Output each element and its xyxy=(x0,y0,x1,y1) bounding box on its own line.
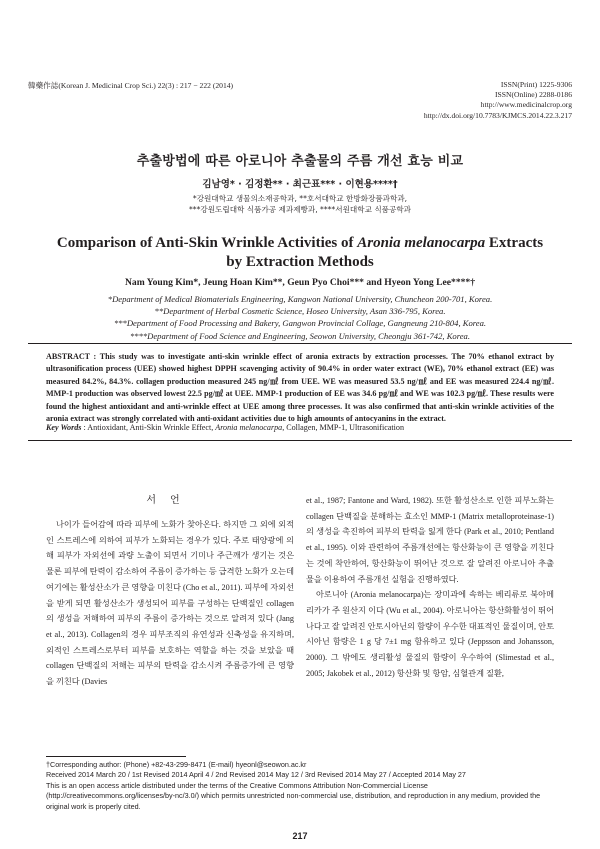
english-authors: Nam Young Kim*, Jeung Hoan Kim**, Geun Pyo Choi*** and Hyeon Yong Lee****† xyxy=(124,277,476,288)
page-number: 217 xyxy=(292,831,308,841)
english-affiliations xyxy=(0,293,600,342)
license-text: This is an open access article distributed under the terms of the Creative Commons Attribution Non-Commercial License (http://creativecommons.org/licenses/by-nc/3.0/) which permits unrestricted non-commercial use, distribution, and reproduction in any medium, provided the original work is properly cited. xyxy=(46,780,541,811)
korean-affiliations xyxy=(0,193,600,215)
journal-citation: 韓藥作誌(Korean J. Medicinal Crop Sci.) 22(3) : 217 − 222 (2014) xyxy=(28,81,234,90)
keywords xyxy=(46,422,554,434)
korean-affil-line: ***강원도립대학 식품가공 제과제빵과, ****서원대학교 식품공학과 xyxy=(188,205,412,214)
abstract-top-rule xyxy=(28,343,572,344)
affiliation-line: **Department of Herbal Cosmetic Science, Hoseo University, Asan 336-795, Korea. xyxy=(154,306,446,317)
footnote xyxy=(46,760,556,812)
title-text: Extracts xyxy=(485,235,544,251)
footnote-rule xyxy=(46,756,186,757)
journal-website: http://www.medicinalcrop.org xyxy=(480,100,572,110)
keywords-label: Key Words xyxy=(46,423,82,432)
paragraph: 아로니아 (Aronia melanocarpa)는 장미과에 속하는 베리류로 북아메리카가 주 원산지 이다 (Wu et al., 2004). 아로니아는 항산화활성이 뛰어나다고 잘 알려진 안토시아닌의 함량이 우수한 대표적인 물질이며, 안토시아닌 함량은 1 g 당 7±1 mg 함유하고 있다 (Jeppsson and Johansson, 2000). 그 밖에도 생리활성 물질의 함량이 우수하여 (Slimestad et al., 2005; Jakobek et al., 2012) 항산화 및 항암, 심혈관계 질환, xyxy=(306,590,554,678)
affiliation-line: ****Department of Food Science and Engineering, Seowon University, Cheongju 361-742, Korea. xyxy=(129,330,471,341)
abstract: ABSTRACT : This study was to investigate anti-skin wrinkle effect of aronia extracts by extraction processes. The 70% ethanol extract by ultrasonification process (UEE) showed highest DPPH scavenging activity of 90.4% in order water extract (WE), 70% ethanol extract (EE) was measured 84.2%, 84.3%. collagen production measured 245 ng/㎖ from UEE. WE was measured 53.5 ng/㎖ and EE was measured 224.4 ng/㎖. MMP-1 production was observed lowest 22.5 pg/㎖ at UEE. MMP-1 production of EE was 34.6 pg/㎖ and WE was 102.3 pg/㎖. These results were found the highest antioxidant and anti-wrinkle effect at UEE among three processes. It was also confirmed that anti-skin wrinkle activities of the aronia extract was strongly correlated with anti-oxidant activities due to high amounts of antocyanins in the extract. xyxy=(46,352,554,424)
title-line2: by Extraction Methods xyxy=(226,253,374,270)
section-heading: 서언 xyxy=(146,495,194,506)
keywords-text: , Collagen, MMP-1, Ultrasonification xyxy=(282,423,405,432)
korean-affil-line: *강원대학교 생물의소재공학과, **호서대학교 한방화장품과학과, xyxy=(192,194,408,203)
title-text: Comparison of Anti-Skin Wrinkle Activities of xyxy=(56,235,358,251)
korean-authors: 김남영* · 김정환** · 최근표*** · 이현용****† xyxy=(202,179,398,190)
paragraph: 나이가 들어감에 따라 피부에 노화가 찾아온다. 하지만 그 외에 외적인 스트레스에 의하여 피부가 노화되는 경우가 있다. 주로 태양광에 의해 피부가 자외선에 과량 노출이 되면서 기미나 주근깨가 생기는 것은 물론 피부에 탄력이 감소하여 주름이 증가하는 등 급격한 노화가 오는데 여기에는 활성산소가 큰 영향을 미친다 (Cho et al., 2011). 피부에 자외선을 받게 되면 활성산소가 생성되어 피부를 구성하는 단백질인 collagen의 생성을 저해하여 피부의 주름이 증가하는 것으로 알려져 있다 (Jang et al., 2013). Collagen의 경우 피부조직의 유연성과 신축성을 유지하며, 외적인 스트레스로부터 피부를 보호하는 역할을 하는 것을 보았을 때 collagen 단백질의 저해는 피부의 탄력을 감소시켜 주름증가에 큰 영향을 끼친다 (Davies xyxy=(46,520,294,687)
received-dates: Received 2014 March 20 / 1st Revised 2014 April 4 / 2nd Revised 2014 May 12 / 3rd Revised 2014 May 27 / Accepted 2014 May 27 xyxy=(46,770,466,780)
title-species: Aronia melanocarpa xyxy=(357,235,486,251)
abstract-bottom-rule xyxy=(28,440,572,441)
keywords-species: Aronia melanocarpa xyxy=(215,423,283,432)
keywords-text: : Antioxidant, Anti-Skin Wrinkle Effect, xyxy=(81,423,216,432)
left-column xyxy=(46,517,294,690)
right-column xyxy=(306,493,554,681)
issn-block xyxy=(424,80,572,121)
affiliation-line: *Department of Medical Biomaterials Engineering, Kangwon National University, Chuncheon 200-701, Korea. xyxy=(107,294,493,304)
doi-link: http://dx.doi.org/10.7783/KJMCS.2014.22.3.217 xyxy=(423,110,572,120)
issn-online: ISSN(Online) 2288-0186 xyxy=(495,90,572,100)
corresponding-author: †Corresponding author: (Phone) +82-43-299-8471 (E-mail) hyeonl@seowon.ac.kr xyxy=(46,760,307,769)
english-title xyxy=(0,234,600,271)
issn-print: ISSN(Print) 1225-9306 xyxy=(500,80,572,89)
affiliation-line: ***Department of Food Processing and Bakery, Gangwon Provincial Collage, Gangneung 210-804, Korea. xyxy=(113,318,487,329)
paragraph: et al., 1987; Fantone and Ward, 1982). 또한 활성산소로 인한 피부노화는 collagen 단백질을 분해하는 효소인 MMP-1 (Matrix metalloproteinase-1)의 생성을 촉진하여 피부의 탄력을 잃게 한다 (Park et al., 2010; Pentland et al., 1995). 이와 관련하여 주름개선에는 항산화능이 큰 영향을 끼친다는 것에 착안하여, 항산화능이 뛰어난 것으로 잘 알려진 아로니아 추출물을 이용하여 주름개선 실험을 진행하였다. xyxy=(306,496,554,584)
korean-title: 추출방법에 따른 아로니아 추출물의 주름 개선 효능 비교 xyxy=(136,154,464,169)
